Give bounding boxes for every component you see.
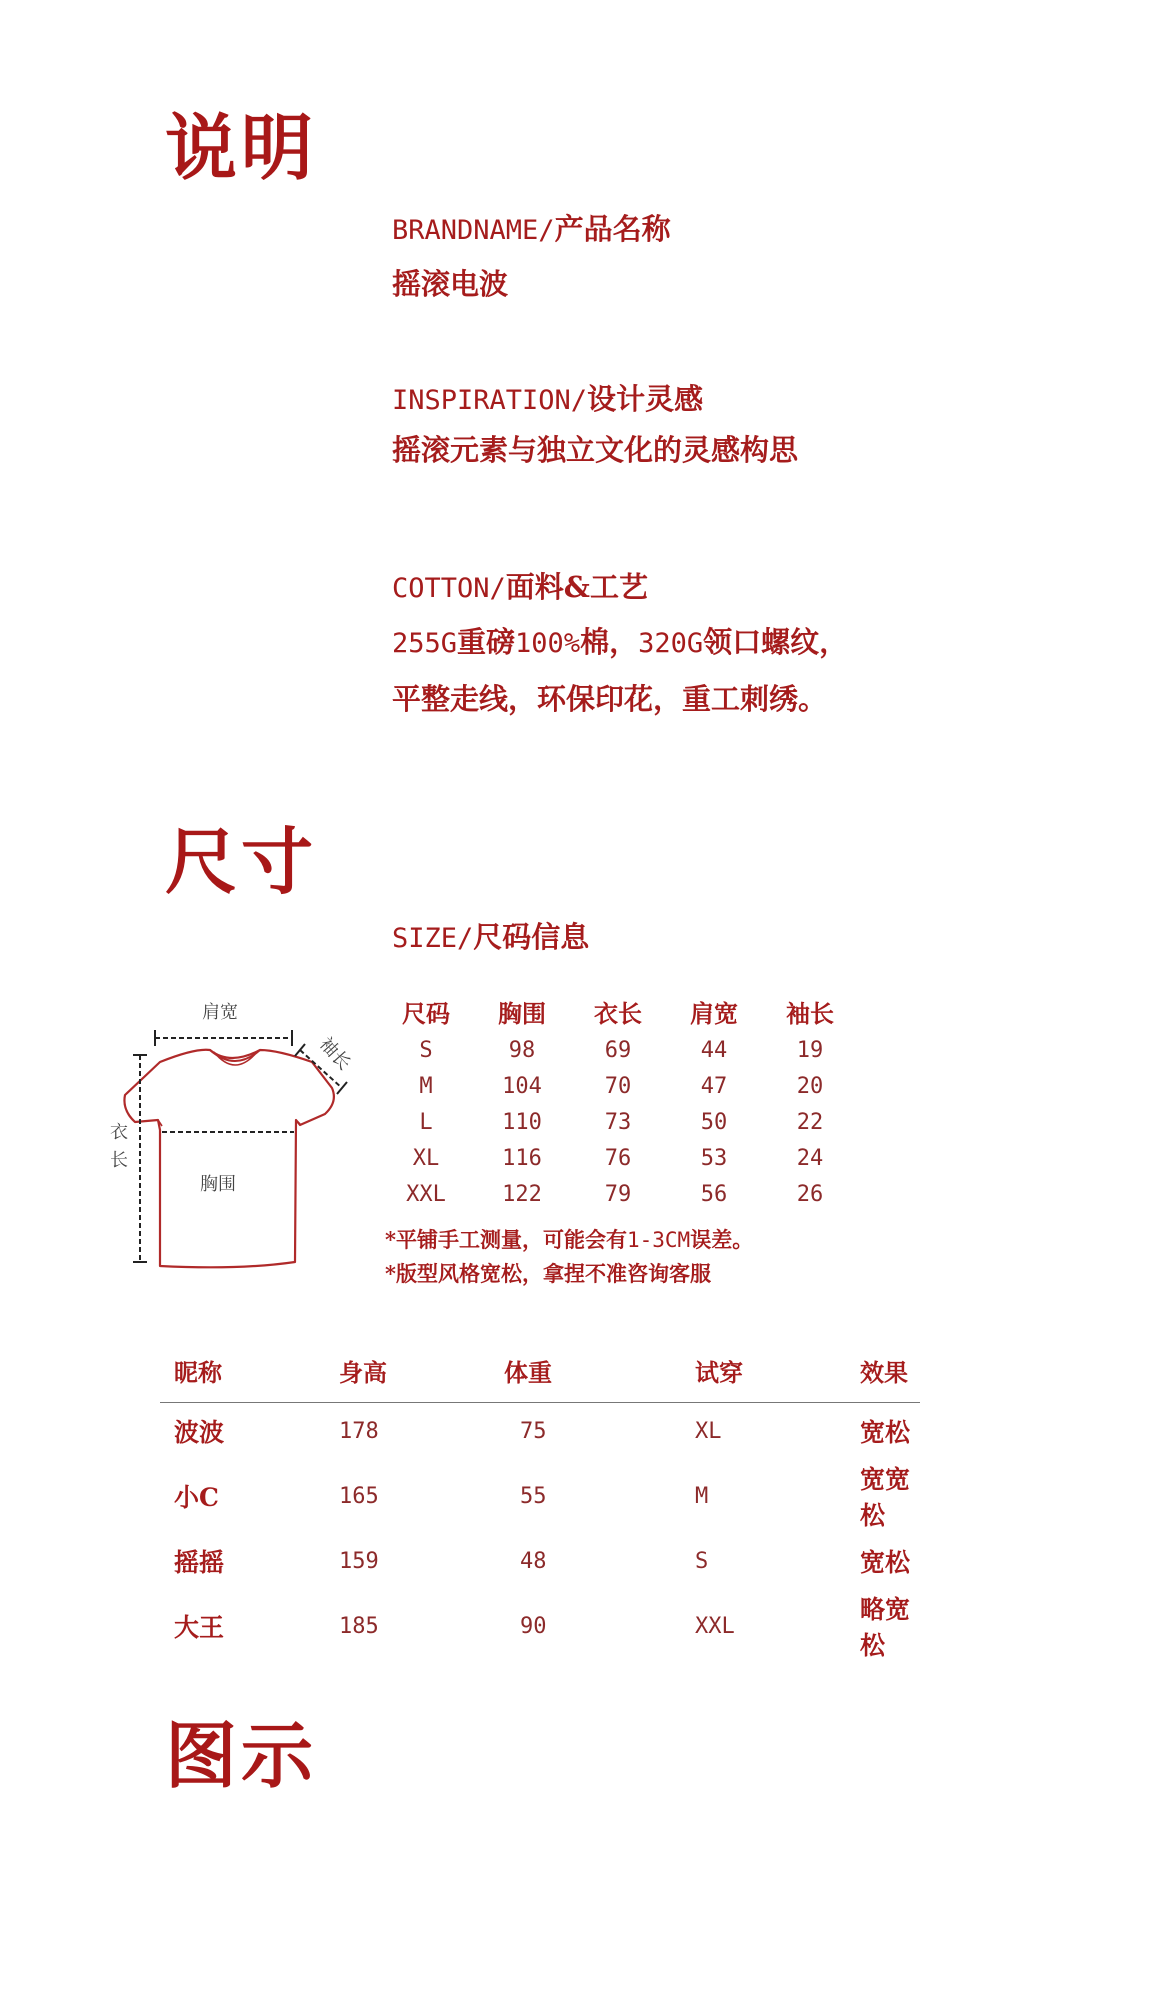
size-header-cell: 衣长 xyxy=(594,998,642,1028)
note-measurement xyxy=(385,1224,753,1254)
fit-cell: M xyxy=(695,1483,709,1509)
inspiration-label-zh: 设计灵感 xyxy=(587,382,704,416)
size-cell: 44 xyxy=(700,1037,728,1063)
size-cell: 24 xyxy=(796,1145,824,1171)
size-cell: 73 xyxy=(604,1109,632,1135)
size-header-cell: 袖长 xyxy=(786,998,834,1028)
size-cell: 110 xyxy=(502,1109,542,1135)
size-header-cell: 胸围 xyxy=(498,998,546,1028)
fit-header-cell: 昵称 xyxy=(160,1352,325,1403)
brand-value: 摇滚电波 xyxy=(392,267,509,301)
fit-table-header xyxy=(160,1352,920,1403)
fit-cell: 48 xyxy=(520,1548,547,1574)
inspiration-label-en: INSPIRATION/ xyxy=(392,385,588,416)
size-cell: 69 xyxy=(604,1037,632,1063)
section-title-description: 说明 xyxy=(165,105,318,190)
fit-cell: 185 xyxy=(339,1613,379,1639)
cotton-label-zh: 面料&工艺 xyxy=(505,570,648,604)
fit-cell-effect: 略宽松 xyxy=(860,1595,911,1660)
size-label-zh: 尺码信息 xyxy=(473,920,590,954)
collar-weight: 320G xyxy=(638,628,704,659)
fit-header-cell: 身高 xyxy=(325,1352,490,1403)
fit-cell: 159 xyxy=(339,1548,379,1574)
section-title-size: 尺寸 xyxy=(165,819,318,904)
size-cell: S xyxy=(419,1037,433,1063)
cotton-percent: 100% xyxy=(515,628,581,659)
fit-cell: 90 xyxy=(520,1613,547,1639)
size-cell: 70 xyxy=(604,1073,632,1099)
inspiration-label xyxy=(392,382,703,417)
size-cell: M xyxy=(419,1073,433,1099)
size-cell: 53 xyxy=(700,1145,728,1171)
size-cell: XL xyxy=(412,1145,440,1171)
fit-cell: S xyxy=(695,1548,709,1574)
size-cell: 22 xyxy=(796,1109,824,1135)
size-cell: 76 xyxy=(604,1145,632,1171)
cotton-label-en: COTTON/ xyxy=(392,573,506,604)
brand-label-en: BRANDNAME/ xyxy=(392,215,555,246)
fit-cell-name: 摇摇 xyxy=(174,1548,225,1577)
table-row xyxy=(160,1533,920,1589)
collar-rib: 领口螺纹， xyxy=(703,625,849,659)
table-row xyxy=(378,1068,858,1104)
cotton-weight: 255G xyxy=(392,628,458,659)
fit-cell: 75 xyxy=(520,1418,547,1444)
table-row xyxy=(160,1589,920,1663)
size-table xyxy=(378,990,858,1212)
fit-cell: XL xyxy=(695,1418,722,1444)
fit-cell: XXL xyxy=(695,1613,735,1639)
table-row xyxy=(378,1104,858,1140)
sketch-label-sleeve: 袖长 xyxy=(315,1033,355,1075)
size-cell: 98 xyxy=(508,1037,536,1063)
section-title-illustration: 图示 xyxy=(165,1713,318,1798)
table-row xyxy=(378,1176,858,1212)
table-row xyxy=(378,1140,858,1176)
note-measurement-b: 1-3CM xyxy=(626,1228,691,1252)
brand-label xyxy=(392,212,671,247)
table-row xyxy=(160,1459,920,1533)
fit-table xyxy=(160,1352,920,1663)
size-cell: 56 xyxy=(700,1181,728,1207)
note-fit: *版型风格宽松，拿捏不准咨询客服 xyxy=(385,1261,711,1286)
fit-header-cell: 体重 xyxy=(490,1352,681,1403)
fit-cell-name: 小C xyxy=(174,1483,219,1512)
fit-cell-name: 波波 xyxy=(174,1418,225,1447)
brand-label-zh: 产品名称 xyxy=(554,212,671,246)
cotton-heavy: 重磅 xyxy=(457,625,516,659)
note-measurement-a: *平铺手工测量，可能会有 xyxy=(385,1227,627,1252)
table-row xyxy=(378,1032,858,1068)
size-header-cell: 尺码 xyxy=(402,998,450,1028)
size-cell: L xyxy=(419,1109,433,1135)
size-cell: XXL xyxy=(406,1181,446,1207)
cotton-value-line1 xyxy=(392,625,848,660)
size-cell: 50 xyxy=(700,1109,728,1135)
note-measurement-c: 误差。 xyxy=(690,1227,754,1252)
table-row xyxy=(160,1403,920,1460)
size-cell: 47 xyxy=(700,1073,728,1099)
inspiration-value: 摇滚元素与独立文化的灵感构思 xyxy=(392,433,799,467)
fit-cell-name: 大王 xyxy=(174,1613,225,1642)
sketch-label-length-2: 长 xyxy=(110,1150,128,1171)
size-cell: 122 xyxy=(502,1181,542,1207)
cotton-value-line2: 平整走线，环保印花，重工刺绣。 xyxy=(392,682,828,716)
size-table-header xyxy=(378,990,858,1032)
fit-cell: 165 xyxy=(339,1483,379,1509)
sketch-label-chest: 胸围 xyxy=(200,1174,236,1195)
size-cell: 26 xyxy=(796,1181,824,1207)
size-label-en: SIZE/ xyxy=(392,923,474,954)
size-cell: 79 xyxy=(604,1181,632,1207)
size-label xyxy=(392,920,589,955)
sketch-label-length-1: 衣 xyxy=(110,1122,128,1143)
fit-cell-effect: 宽松 xyxy=(860,1548,911,1577)
cotton-label xyxy=(392,570,648,605)
cotton-material: 棉， xyxy=(580,625,639,659)
size-cell: 116 xyxy=(502,1145,542,1171)
size-cell: 104 xyxy=(502,1073,542,1099)
fit-cell: 55 xyxy=(520,1483,547,1509)
sketch-label-shoulder: 肩宽 xyxy=(202,1002,238,1023)
fit-header-cell: 试穿 xyxy=(681,1352,846,1403)
fit-cell: 178 xyxy=(339,1418,379,1444)
fit-header-cell: 效果 xyxy=(846,1352,920,1403)
fit-cell-effect: 宽宽松 xyxy=(860,1465,911,1530)
size-header-cell: 肩宽 xyxy=(690,998,738,1028)
fit-cell-effect: 宽松 xyxy=(860,1418,911,1447)
size-cell: 20 xyxy=(796,1073,824,1099)
size-cell: 19 xyxy=(796,1037,824,1063)
